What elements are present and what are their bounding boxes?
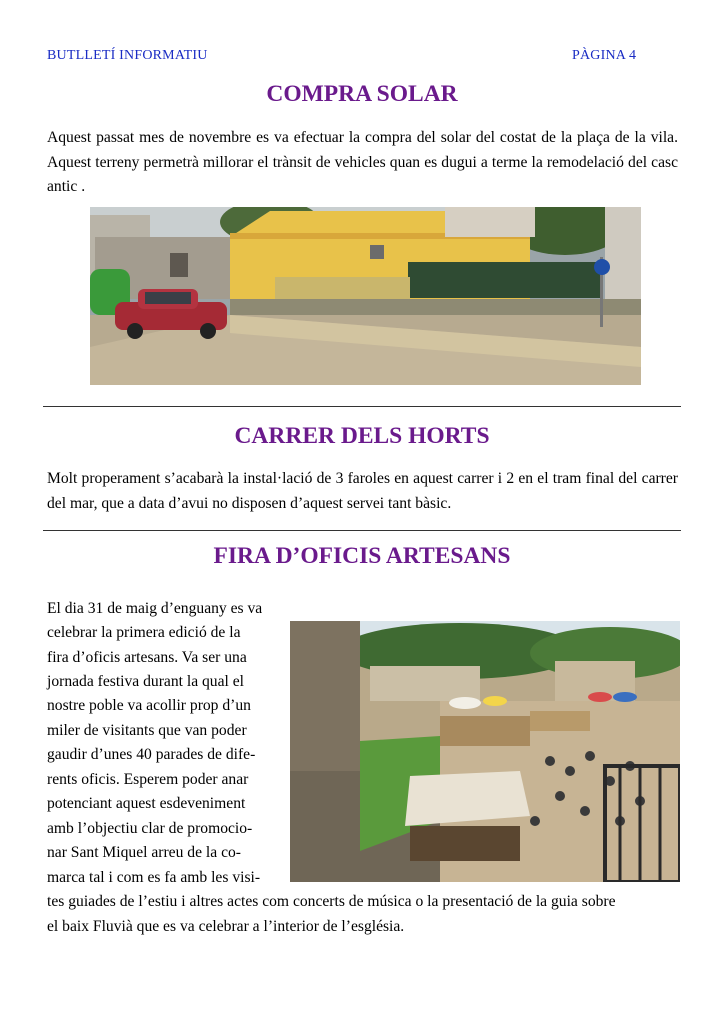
fira-text-line: tes guiades de l’estiu i altres actes com concerts de música o la presentació de la guia sobre (47, 893, 616, 910)
section-text-carrer-dels-horts: Molt properament s’acabarà la instal·lació de 3 faroles en aquest carrer i 2 en el tram final del carrer del mar, que a data d’avui no disposen d’aquest servei tant bàsic. (47, 470, 678, 512)
section-divider (43, 530, 681, 531)
fira-text-line: nostre poble va acollir prop d’un (47, 697, 251, 714)
fira-text-line: El dia 31 de maig d’enguany es va (47, 600, 263, 617)
fira-text-line: miler de visitants que van poder (47, 722, 247, 739)
fira-photo (290, 621, 680, 882)
section-title-fira-oficis: FIRA D’OFICIS ARTESANS (213, 543, 511, 569)
fira-text-line: el baix Fluvià que es va celebrar a l’interior de l’església. (47, 918, 405, 935)
section-divider (43, 406, 681, 407)
solar-photo (90, 207, 641, 385)
solar-photo-illustration (90, 207, 641, 385)
fira-text-line: potenciant aquest esdeveniment (47, 795, 246, 812)
fira-text-line: amb l’objectiu clar de promocio- (47, 820, 253, 837)
page-number: PÀGINA 4 (572, 48, 637, 63)
fira-text-line: nar Sant Miquel arreu de la co- (47, 844, 241, 861)
section-title-carrer-dels-horts: CARRER DELS HORTS (234, 423, 490, 449)
fira-text-line: marca tal i com es fa amb les visi- (47, 869, 261, 886)
fira-text-line: celebrar la primera edició de la (47, 624, 241, 641)
fira-text-line: jornada festiva durant la qual el (47, 673, 245, 690)
fira-text-line: rents oficis. Esperem poder anar (47, 771, 249, 788)
section-text-compra-solar: Aquest passat mes de novembre es va efectuar la compra del solar del costat de la plaça de la vila. Aquest terreny permetrà millorar el trànsit de vehicles quan es dugui a terme la remodelació del casc antic . (47, 129, 678, 195)
section-title-compra-solar: COMPRA SOLAR (266, 81, 458, 107)
fira-text-line: fira d’oficis artesans. Va ser una (47, 649, 247, 666)
fira-text-line: gaudir d’unes 40 parades de dife- (47, 746, 256, 763)
fira-photo-illustration (290, 621, 680, 882)
newsletter-name: BUTLLETÍ INFORMATIU (47, 48, 208, 63)
